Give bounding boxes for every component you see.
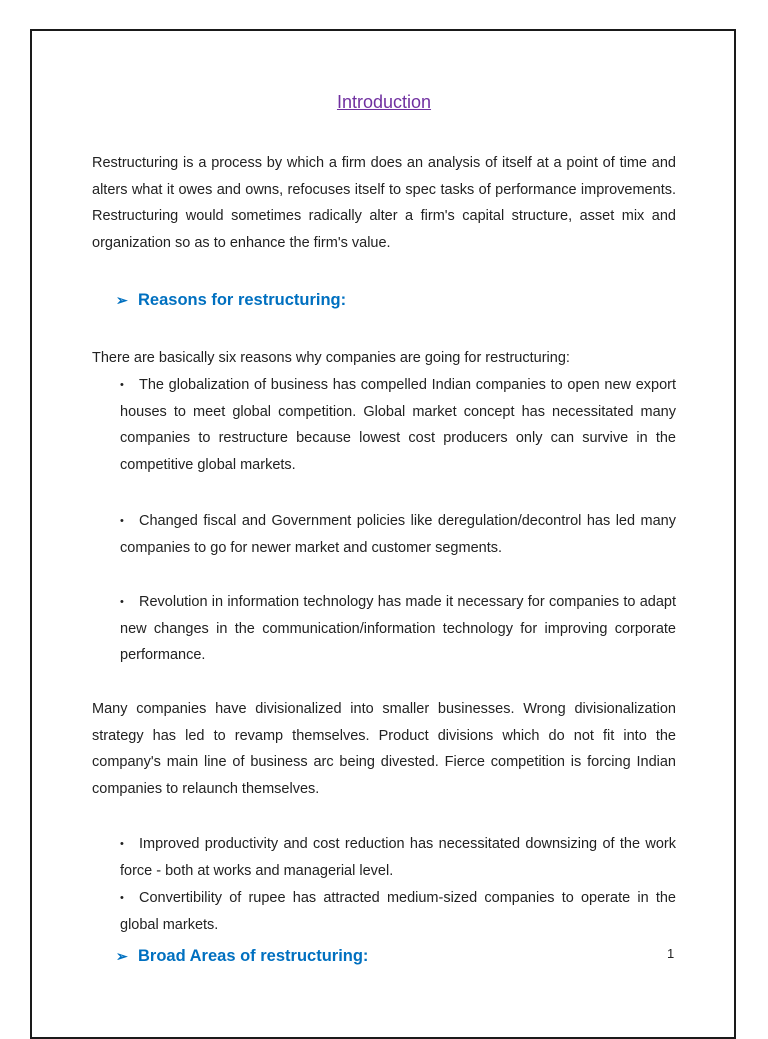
section-heading-label: Reasons for restructuring: [138, 291, 347, 309]
arrow-bullet-icon: ➢ [116, 948, 128, 964]
reasons-lead-text: There are basically six reasons why companies are going for restructuring: [92, 350, 570, 366]
bullet-icon: • [120, 515, 124, 527]
divisionalization-paragraph: Many companies have divisionalized into smaller businesses. Wrong divisionalization strategy has led to revamp themselves. Product divisions which do not fit into the company's main line of business arc being divested. Fierce competition is forcing Indian companies to relaunch themselves. [92, 701, 676, 797]
page-number: 1 [667, 946, 675, 961]
section-heading-label: Broad Areas of restructuring: [138, 947, 369, 965]
list-item: • Changed fiscal and Government policies like deregulation/decontrol has led many companies to go for newer market and customer segments. [120, 508, 676, 561]
section-heading-reasons [116, 291, 346, 310]
bullet-icon: • [120, 892, 124, 904]
page-title: Introduction [336, 92, 432, 112]
intro-paragraph: Restructuring is a process by which a firm does an analysis of itself at a point of time and alters what it owes and owns, refocuses itself to spec tasks of performance improvements. Restructuring would sometimes radically alter a firm's capital structure, asset mix and organization so as to enhance the firm's value. [92, 155, 676, 251]
section-heading-broad-areas [116, 947, 368, 966]
arrow-bullet-icon: ➢ [116, 292, 128, 308]
list-item: • Convertibility of rupee has attracted medium-sized companies to operate in the global markets. [120, 885, 676, 938]
list-item: • Revolution in information technology has made it necessary for companies to adapt new changes in the communication/information technology for improving corporate performance. [120, 589, 676, 669]
bullet-icon: • [120, 596, 124, 608]
bullet-icon: • [120, 379, 124, 391]
list-item: • Improved productivity and cost reduction has necessitated downsizing of the work force - both at works and managerial level. [120, 831, 676, 884]
bullet-icon: • [120, 838, 124, 850]
list-item: • The globalization of business has compelled Indian companies to open new export houses to meet global competition. Global market concept has necessitated many companies to restructure because lowest cost producers only can survive in the competitive global markets. [120, 372, 676, 478]
